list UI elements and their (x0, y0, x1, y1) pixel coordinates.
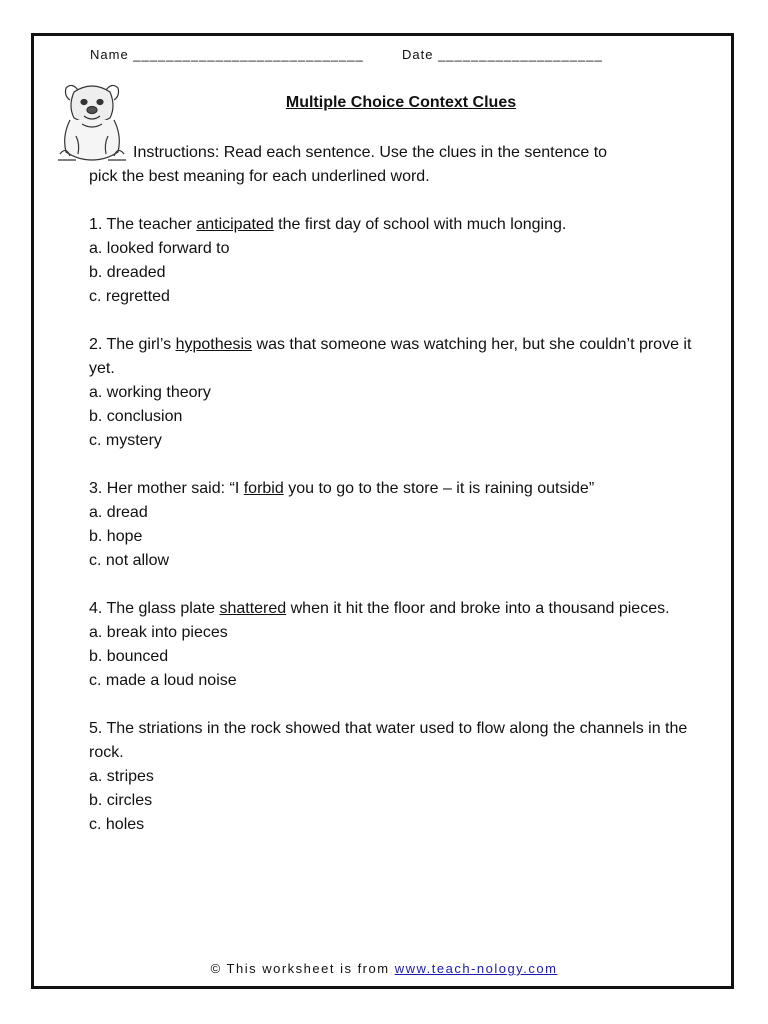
underlined-word: hypothesis (175, 336, 253, 353)
question-3-option-a: a. dread (89, 504, 148, 521)
question-4-option-b: b. bounced (89, 648, 169, 665)
question-5-option-b: b. circles (89, 792, 153, 809)
question-1-option-c: c. regretted (89, 288, 170, 305)
question-1-option-a: a. looked forward to (89, 240, 230, 257)
footer-prefix: © This worksheet is from (210, 961, 395, 976)
question-5-stem: 5. The striations in the rock showed that water used to flow along the channels in the rock. (89, 720, 688, 761)
question-4-option-c: c. made a loud noise (89, 672, 237, 689)
question-1-stem: 1. The teacher anticipated the first day of school with much longing. (89, 216, 567, 233)
question-3-option-b: b. hope (89, 528, 143, 545)
question-2-option-a: a. working theory (89, 384, 211, 401)
teach-nology-link[interactable]: www.teach-nology.com (394, 961, 558, 976)
underlined-word: shattered (219, 600, 287, 617)
underlined-word: forbid (243, 480, 284, 497)
worksheet-body (89, 141, 709, 837)
question-1 (89, 213, 709, 309)
instructions-line-1: Instructions: Read each sentence. Use the clues in the sentence to (133, 144, 608, 161)
instructions (89, 141, 709, 189)
instructions-line-2: pick the best meaning for each underlined word. (89, 168, 430, 185)
question-5-option-a: a. stripes (89, 768, 154, 785)
question-3-stem: 3. Her mother said: “I forbid you to go to the store – it is raining outside” (89, 480, 595, 497)
question-5 (89, 717, 709, 837)
name-field-label: Name ____________________________ (90, 47, 364, 62)
question-1-option-b: b. dreaded (89, 264, 166, 281)
underlined-word: anticipated (196, 216, 274, 233)
question-2 (89, 333, 709, 453)
question-3-option-c: c. not allow (89, 552, 170, 569)
question-5-option-c: c. holes (89, 816, 145, 833)
worksheet-title: Multiple Choice Context Clues (285, 94, 517, 111)
question-4-option-a: a. break into pieces (89, 624, 228, 641)
question-4-stem: 4. The glass plate shattered when it hit the floor and broke into a thousand pieces. (89, 600, 670, 617)
question-4 (89, 597, 709, 693)
question-2-option-b: b. conclusion (89, 408, 183, 425)
question-3 (89, 477, 709, 573)
footer-credit (0, 961, 768, 976)
question-2-option-c: c. mystery (89, 432, 162, 449)
date-field-label: Date ____________________ (402, 47, 603, 62)
question-2-stem: 2. The girl’s hypothesis was that someone was watching her, but she couldn’t prove it yet. (89, 336, 692, 377)
